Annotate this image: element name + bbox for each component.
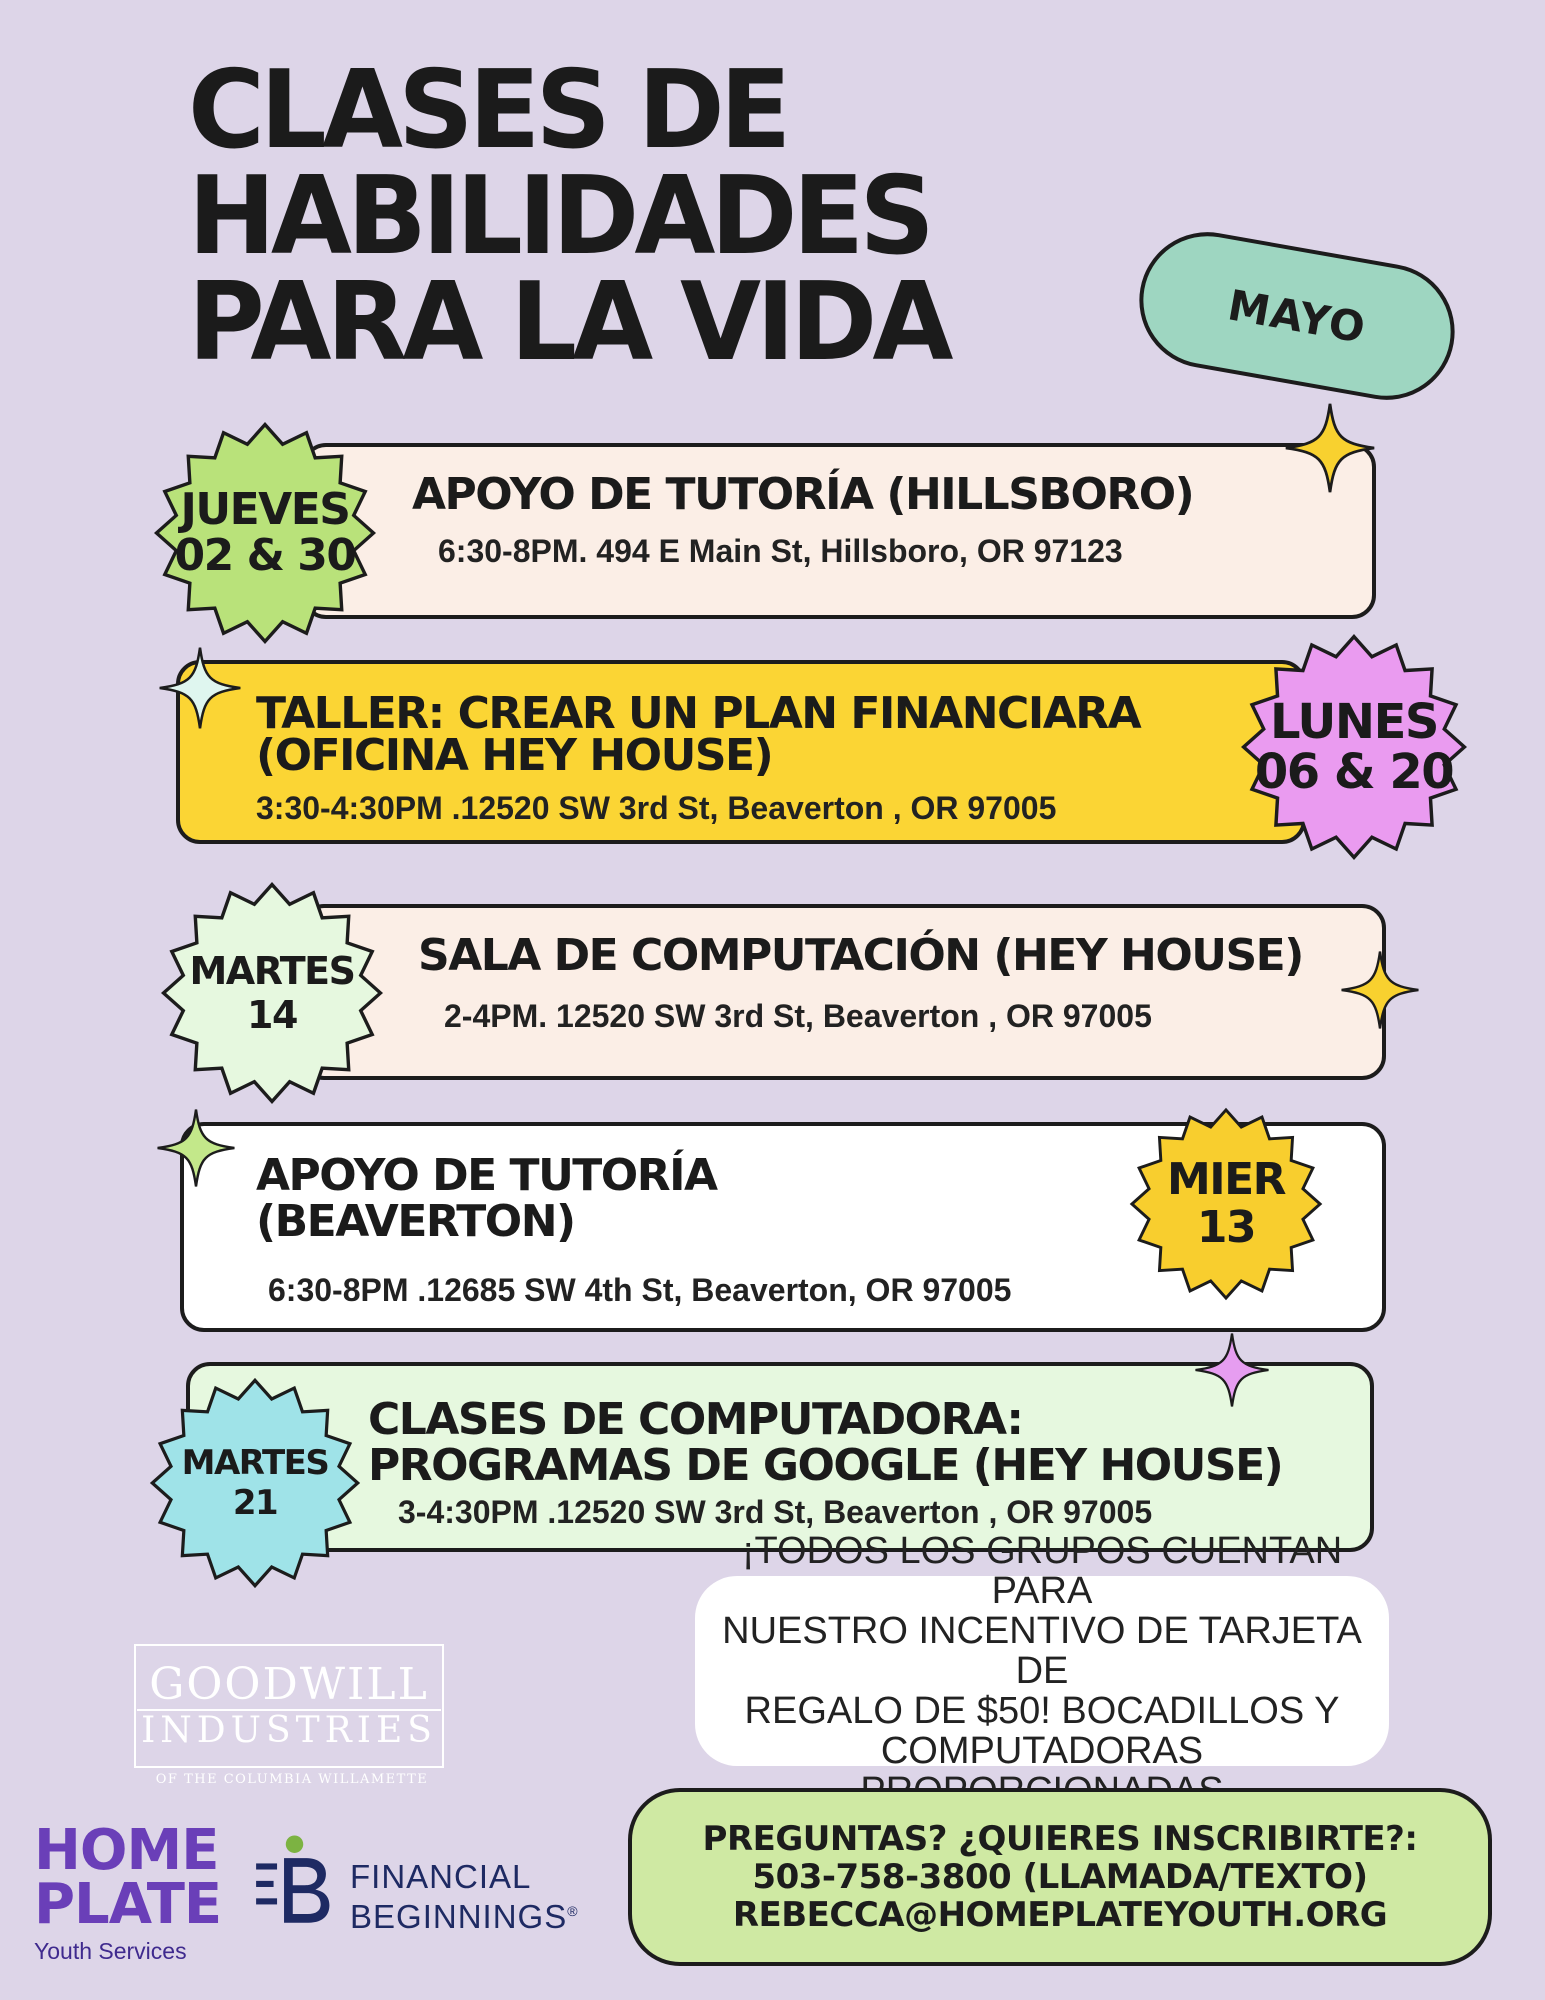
registered-mark: ®	[567, 1903, 579, 1919]
event-detail: 3:30-4:30PM .12520 SW 3rd St, Beaverton , OR 97005	[256, 790, 1057, 826]
badge-day: MARTES	[181, 1443, 329, 1483]
event-title-line-2: (OFICINA HEY HOUSE)	[256, 730, 773, 781]
event-detail: 3-4:30PM .12520 SW 3rd St, Beaverton , OR 97005	[398, 1494, 1153, 1530]
fb-mark-icon	[254, 1832, 342, 1928]
sparkle-mint-icon	[158, 646, 242, 730]
event-detail: 2-4PM. 12520 SW 3rd St, Beaverton , OR 97005	[444, 998, 1152, 1034]
contact-box	[628, 1788, 1492, 1966]
month-pill: MAYO	[1129, 221, 1466, 410]
date-badge-martes-21	[148, 1376, 362, 1590]
badge-dates: 14	[247, 993, 297, 1037]
event-card-financial-workshop	[176, 660, 1306, 844]
badge-dates: 13	[1196, 1202, 1256, 1253]
homeplate-line-1: HOME	[34, 1818, 219, 1883]
homeplate-subtitle: Youth Services	[34, 1938, 187, 1964]
sparkle-green-icon	[156, 1108, 236, 1188]
homeplate-logo	[34, 1818, 222, 1937]
date-badge-mier	[1126, 1106, 1326, 1302]
event-detail: 6:30-8PM .12685 SW 4th St, Beaverton, OR 97005	[268, 1272, 1012, 1308]
badge-day: MIER	[1166, 1154, 1286, 1205]
homeplate-line-2: PLATE	[34, 1872, 222, 1937]
badge-day: MARTES	[189, 949, 355, 993]
page-title	[188, 48, 949, 385]
date-badge-lunes	[1226, 632, 1482, 862]
event-title-line-2: PROGRAMAS DE GOOGLE (HEY HOUSE)	[368, 1440, 1283, 1491]
contact-email[interactable]: REBECCA@HOMEPLATEYOUTH.ORG	[732, 1895, 1388, 1935]
incentive-note	[695, 1530, 1389, 1772]
event-title-line-1: APOYO DE TUTORÍA	[256, 1150, 717, 1201]
event-title: SALA DE COMPUTACIÓN (HEY HOUSE)	[418, 930, 1303, 981]
financial-beginnings-wordmark	[350, 1860, 579, 1934]
event-title: APOYO DE TUTORÍA (HILLSBORO)	[412, 469, 1194, 520]
event-card-tutoring-hillsboro	[302, 443, 1376, 619]
title-line-3: PARA LA VIDA	[188, 260, 949, 385]
incentive-line: COMPUTADORAS	[880, 1730, 1204, 1772]
title-line-2: HABILIDADES	[188, 154, 930, 279]
sparkle-pink-icon	[1194, 1332, 1270, 1408]
goodwill-subtitle: OF THE COLUMBIA WILLAMETTE	[155, 1772, 429, 1787]
badge-dates: 21	[232, 1483, 278, 1523]
sparkle-yellow-icon	[1284, 402, 1376, 494]
goodwill-industries: INDUSTRIES	[137, 1709, 441, 1751]
event-title-line-2: (BEAVERTON)	[256, 1196, 575, 1247]
date-badge-martes-14	[152, 880, 392, 1106]
badge-day: LUNES	[1270, 694, 1438, 750]
goodwill-name: GOODWILL	[149, 1659, 429, 1710]
sparkle-yellow-icon	[1340, 950, 1420, 1030]
badge-dates: 06 & 20	[1254, 744, 1454, 800]
badge-dates: 02 & 30	[174, 530, 356, 581]
incentive-line: REGALO DE $50! BOCADILLOS Y	[744, 1690, 1340, 1732]
incentive-line: NUESTRO INCENTIVO DE TARJETA DE	[722, 1610, 1362, 1692]
fb-line-1: FINANCIAL	[350, 1858, 532, 1895]
event-title-line-1: CLASES DE COMPUTADORA:	[368, 1394, 1023, 1445]
title-line-1: CLASES DE	[188, 48, 787, 173]
incentive-line: ¡TODOS LOS GRUPOS CUENTAN PARA	[741, 1530, 1343, 1612]
event-title-line-1: TALLER: CREAR UN PLAN FINANCIARA	[256, 688, 1141, 739]
date-badge-jueves	[152, 420, 378, 646]
goodwill-logo	[134, 1644, 444, 1768]
fb-line-2: BEGINNINGS	[350, 1898, 568, 1935]
contact-phone[interactable]: 503-758-3800 (LLAMADA/TEXTO)	[752, 1857, 1368, 1897]
event-detail: 6:30-8PM. 494 E Main St, Hillsboro, OR 97123	[438, 533, 1123, 569]
badge-day: JUEVES	[180, 484, 350, 535]
contact-question: PREGUNTAS? ¿QUIERES INSCRIBIRTE?:	[702, 1819, 1418, 1859]
event-card-computer-room	[300, 904, 1386, 1080]
